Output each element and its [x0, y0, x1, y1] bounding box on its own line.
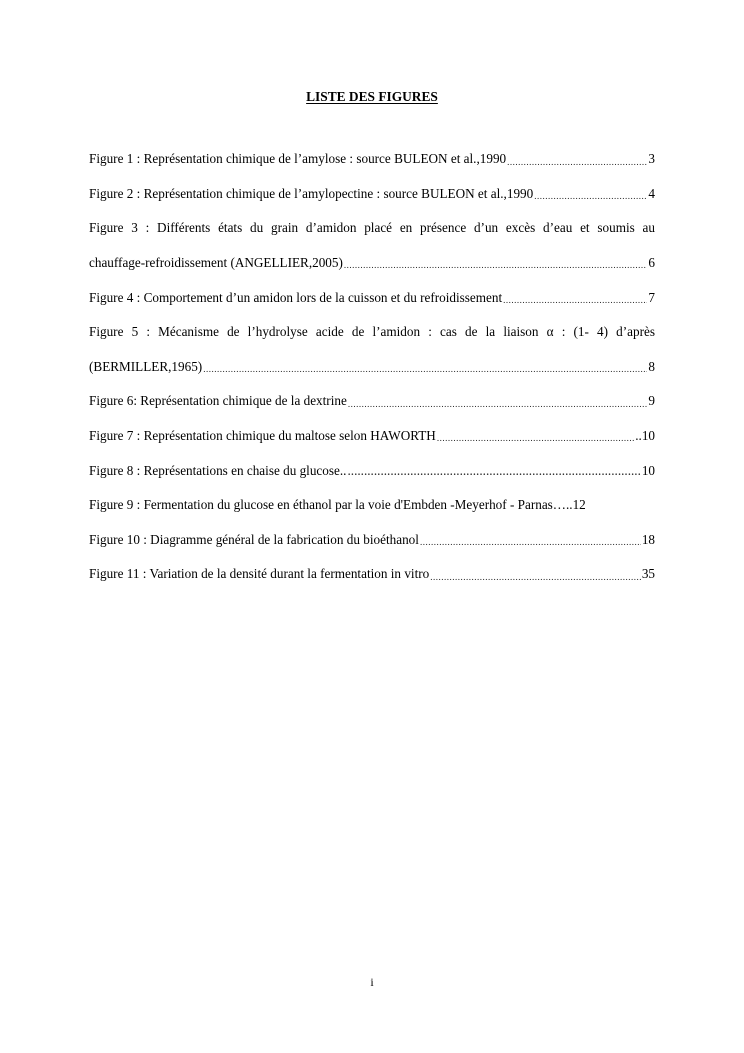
dot-leader	[437, 433, 634, 443]
toc-entry-figure-7[interactable]	[89, 419, 655, 454]
toc-entry-text: chauffage-refroidissement (ANGELLIER,2005)	[89, 255, 343, 271]
toc-entry-figure-6[interactable]	[89, 384, 655, 419]
toc-entry-page: 10	[641, 462, 655, 478]
toc-entry-text: Figure 5 : Mécanisme de l’hydrolyse acide de l’amidon : cas de la liaison α : (1- 4) d’après	[89, 324, 655, 340]
toc-entry-text: Figure 7 : Représentation chimique du maltose selon HAWORTH	[89, 428, 436, 444]
page-title: LISTE DES FIGURES	[306, 89, 438, 104]
toc-entry-text: Figure 10 : Diagramme général de la fabrication du bioéthanol	[89, 531, 419, 547]
toc-entry-text: Figure 9 : Fermentation du glucose en éthanol par la voie d'Embden -Meyerhof - Parnas…..12	[89, 497, 586, 513]
dot-leader	[503, 295, 647, 305]
toc-entry-figure-5-line-2[interactable]	[89, 350, 655, 385]
dot-leader	[344, 260, 648, 270]
toc-entry-figure-3-line-1[interactable]	[89, 211, 655, 246]
dot-leader	[430, 572, 641, 582]
toc-entry-text: Figure 8 : Représentations en chaise du glucose..	[89, 462, 347, 478]
dot-leader	[348, 399, 648, 409]
toc-entry-page: 6	[648, 255, 655, 271]
dot-leader	[420, 537, 641, 547]
page-number: i	[370, 975, 374, 989]
toc-entry-text: Figure 1 : Représentation chimique de l’amylose : source BULEON et al.,1990	[89, 151, 507, 167]
toc-entry-figure-1[interactable]	[89, 142, 655, 177]
toc-entry-figure-11[interactable]	[89, 557, 655, 592]
toc-entry-page: 4	[648, 185, 655, 201]
toc-entry-figure-4[interactable]	[89, 280, 655, 315]
dot-leader	[507, 157, 647, 167]
toc-entry-figure-2[interactable]	[89, 177, 655, 212]
toc-entry-page: 18	[641, 531, 655, 547]
toc-entry-text: Figure 4 : Comportement d’un amidon lors de la cuisson et du refroidissement	[89, 289, 503, 305]
toc-entry-figure-5-line-1[interactable]	[89, 315, 655, 350]
toc-entry-figure-8[interactable]	[89, 453, 655, 488]
toc-entry-page: 35	[641, 566, 655, 582]
toc-entry-text: Figure 6: Représentation chimique de la dextrine	[89, 393, 347, 409]
toc-entry-figure-9[interactable]	[89, 488, 655, 523]
dot-leader	[203, 364, 647, 374]
toc-entry-figure-10[interactable]	[89, 523, 655, 558]
toc-entry-text: (BERMILLER,1965)	[89, 358, 203, 374]
toc-entry-page: ..10	[635, 428, 655, 444]
toc-entry-page: 9	[648, 393, 655, 409]
toc-entry-page: 7	[648, 289, 655, 305]
toc-entry-text: Figure 3 : Différents états du grain d’amidon placé en présence d’un excès d’eau et soumis au	[89, 220, 655, 236]
dot-leader	[534, 191, 647, 201]
toc-entry-figure-3-line-2[interactable]	[89, 246, 655, 281]
toc-entry-page: 8	[648, 358, 655, 374]
dot-leader	[347, 463, 640, 479]
toc-entry-text: Figure 11 : Variation de la densité durant la fermentation in vitro	[89, 566, 430, 582]
list-of-figures	[89, 142, 655, 592]
toc-entry-text: Figure 2 : Représentation chimique de l’amylopectine : source BULEON et al.,1990	[89, 185, 534, 201]
toc-entry-page: 3	[648, 151, 655, 167]
